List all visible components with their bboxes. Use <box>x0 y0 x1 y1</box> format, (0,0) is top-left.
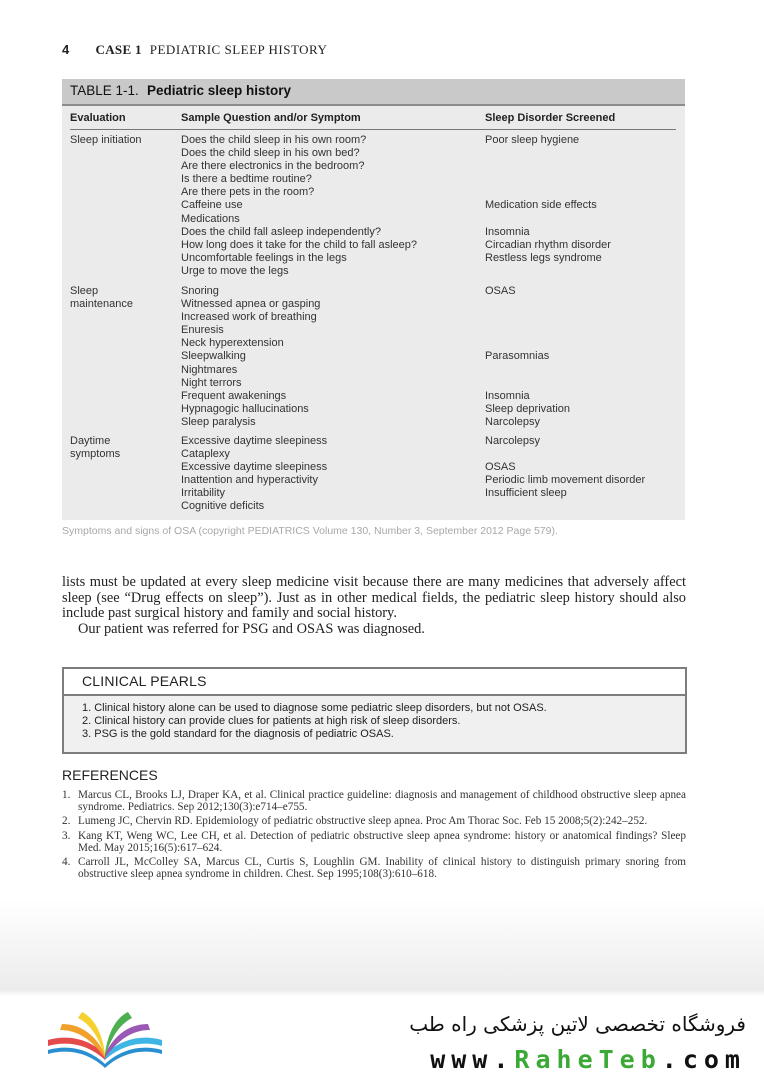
disorder-text: Medication side effects <box>485 199 597 212</box>
question-text: Does the child sleep in his own bed? <box>181 147 360 160</box>
url-brand: RaheTeb <box>514 1045 662 1074</box>
header-rule <box>70 129 676 130</box>
evaluation-cell <box>70 285 133 311</box>
disorder-text: Parasomnias <box>485 350 550 363</box>
reference-item <box>62 815 686 827</box>
disorder-cell <box>485 435 645 514</box>
disorder-text <box>485 364 570 377</box>
question-text: Does the child fall asleep independently? <box>181 225 381 238</box>
case-label: CASE 1 <box>95 42 142 57</box>
body-paragraph: lists must be updated at every sleep medicine visit because there are many medicines that adversely affect sleep (see “Drug effects on sleep”). Just as in other medical fields, the pediatric sleep history should also include past surgical history and family and social history. <box>62 574 686 622</box>
disorder-text <box>485 147 611 160</box>
reference-number: 1. <box>62 789 71 801</box>
book-logo-icon <box>40 1010 170 1070</box>
question-text: Neck hyperextension <box>181 337 284 350</box>
disorder-text: Poor sleep hygiene <box>485 134 580 146</box>
disorder-text <box>485 337 570 350</box>
question-text: Night terrors <box>181 376 242 389</box>
question-cell <box>181 435 327 514</box>
store-url[interactable] <box>430 1045 746 1074</box>
question-text: Is there a bedtime routine? <box>181 173 312 186</box>
question-text: Are there pets in the room? <box>181 186 315 199</box>
references-list <box>62 789 686 882</box>
question-text: Does the child sleep in his own room? <box>181 134 367 146</box>
question-text: Frequent awakenings <box>181 389 287 402</box>
disorder-text: Insomnia <box>485 225 530 238</box>
clinical-pearls-box <box>62 667 687 754</box>
clinical-pearls-list <box>82 702 547 742</box>
question-text: Inattention and hyperactivity <box>181 474 318 487</box>
table-title: Pediatric sleep history <box>147 83 292 98</box>
url-prefix: www. <box>430 1045 515 1074</box>
evaluation-label: symptoms <box>70 448 121 461</box>
disorder-text: Restless legs syndrome <box>485 251 602 264</box>
disorder-text: Sleep deprivation <box>485 402 571 415</box>
clinical-pearls-title: CLINICAL PEARLS <box>82 673 207 689</box>
clinical-pearls-header <box>64 669 685 696</box>
reference-text: Carroll JL, McColley SA, Marcus CL, Curtis S, Loughlin GM. Inability of clinical history to distinguish primary snoring from obstructive sleep apnea syndrome in children. Chest. Sep 1995;108(3):610–618. <box>78 856 686 881</box>
reference-number: 2. <box>62 815 71 828</box>
question-text: Excessive daytime sleepiness <box>181 435 328 447</box>
question-text: Sleepwalking <box>181 350 246 363</box>
evaluation-label: Daytime <box>70 435 111 447</box>
reference-text: Kang KT, Weng WC, Lee CH, et al. Detection of pediatric obstructive sleep apnea syndrome: history or anatomical findings? Sleep Med. May 2015;16(5):617–624. <box>78 829 686 854</box>
disorder-text: Narcolepsy <box>485 415 541 428</box>
clinical-pearl-item: 1. Clinical history alone can be used to diagnose some pediatric sleep disorders, but not OSAS. <box>82 702 547 714</box>
disorder-text <box>485 377 570 390</box>
question-text: Hypnagogic hallucinations <box>181 402 309 415</box>
question-text: Are there electronics in the bedroom? <box>181 160 365 173</box>
clinical-pearl-item: 3. PSG is the gold standard for the diagnosis of pediatric OSAS. <box>82 728 394 741</box>
reference-item <box>62 830 686 854</box>
body-paragraph: Our patient was referred for PSG and OSAS was diagnosed. <box>78 620 425 637</box>
evaluation-label: Sleep initiation <box>70 134 142 146</box>
disorder-text: Circadian rhythm disorder <box>485 238 611 251</box>
question-text: Snoring <box>181 285 219 297</box>
url-suffix: .com <box>661 1045 746 1074</box>
disorder-text: Insomnia <box>485 389 530 402</box>
evaluation-cell <box>70 134 142 147</box>
question-text: Nightmares <box>181 363 238 376</box>
table-caption: Symptoms and signs of OSA (copyright PEDIATRICS Volume 130, Number 3, September 2012 Page 579). <box>62 525 558 537</box>
disorder-cell <box>485 285 570 429</box>
table-title-bar <box>62 79 685 106</box>
disorder-text <box>485 324 570 337</box>
reference-text: Lumeng JC, Chervin RD. Epidemiology of pediatric obstructive sleep apnea. Proc Am Thorac Soc. Feb 15 2008;5(2):242–252. <box>78 815 648 828</box>
store-name: فروشگاه تخصصی لاتین پزشکی راه طب <box>409 1012 746 1036</box>
question-cell <box>181 285 320 429</box>
question-text: Witnessed apnea or gasping <box>181 298 321 311</box>
clinical-pearl-item: 2. Clinical history can provide clues for patients at high risk of sleep disorders. <box>82 715 461 728</box>
disorder-text <box>485 448 645 461</box>
question-text: Excessive daytime sleepiness <box>181 461 328 474</box>
question-text: Irritability <box>181 487 226 500</box>
disorder-text <box>485 298 570 311</box>
table-number: TABLE 1-1. <box>70 83 139 98</box>
column-header-disorder: Sleep Disorder Screened <box>485 112 616 124</box>
reference-number: 3. <box>62 829 71 842</box>
question-text: Medications <box>181 212 240 225</box>
question-text: Sleep paralysis <box>181 415 256 428</box>
reference-item <box>62 789 686 813</box>
disorder-text: Insufficient sleep <box>485 487 567 500</box>
column-header-question: Sample Question and/or Symptom <box>181 112 361 124</box>
question-text: Caffeine use <box>181 199 243 212</box>
reference-text: Marcus CL, Brooks LJ, Draper KA, et al. Clinical practice guideline: diagnosis and management of childhood obstructive sleep apnea syndrome. Pediatrics. Sep 2012;130(3):e714–e755. <box>78 789 686 814</box>
case-title: PEDIATRIC SLEEP HISTORY <box>149 42 328 57</box>
disorder-text <box>485 213 611 226</box>
question-text: Enuresis <box>181 324 224 337</box>
body-text <box>62 575 686 637</box>
evaluation-label: maintenance <box>70 298 133 311</box>
question-text: Cataplexy <box>181 448 230 461</box>
disorder-text: Narcolepsy <box>485 435 541 447</box>
question-text: Cognitive deficits <box>181 500 265 513</box>
question-text: Uncomfortable feelings in the legs <box>181 251 347 264</box>
evaluation-label: Sleep <box>70 285 99 297</box>
disorder-cell <box>485 134 611 278</box>
question-text: How long does it take for the child to fall asleep? <box>181 238 418 251</box>
disorder-text: OSAS <box>485 285 516 297</box>
disorder-text: OSAS <box>485 461 516 474</box>
column-header-evaluation: Evaluation <box>70 112 126 124</box>
disorder-text <box>485 173 611 186</box>
disorder-text <box>485 500 645 513</box>
disorder-text <box>485 186 611 199</box>
disorder-text: Periodic limb movement disorder <box>485 474 646 487</box>
references-title: REFERENCES <box>62 767 158 783</box>
disorder-text <box>485 265 611 278</box>
reference-item <box>62 856 686 880</box>
question-text: Urge to move the legs <box>181 264 289 277</box>
question-cell <box>181 134 417 278</box>
evaluation-cell <box>70 435 120 461</box>
running-header <box>62 42 327 58</box>
disorder-text <box>485 160 611 173</box>
question-text: Increased work of breathing <box>181 311 317 324</box>
reference-number: 4. <box>62 856 71 869</box>
page-number: 4 <box>62 42 70 57</box>
disorder-text <box>485 311 570 324</box>
